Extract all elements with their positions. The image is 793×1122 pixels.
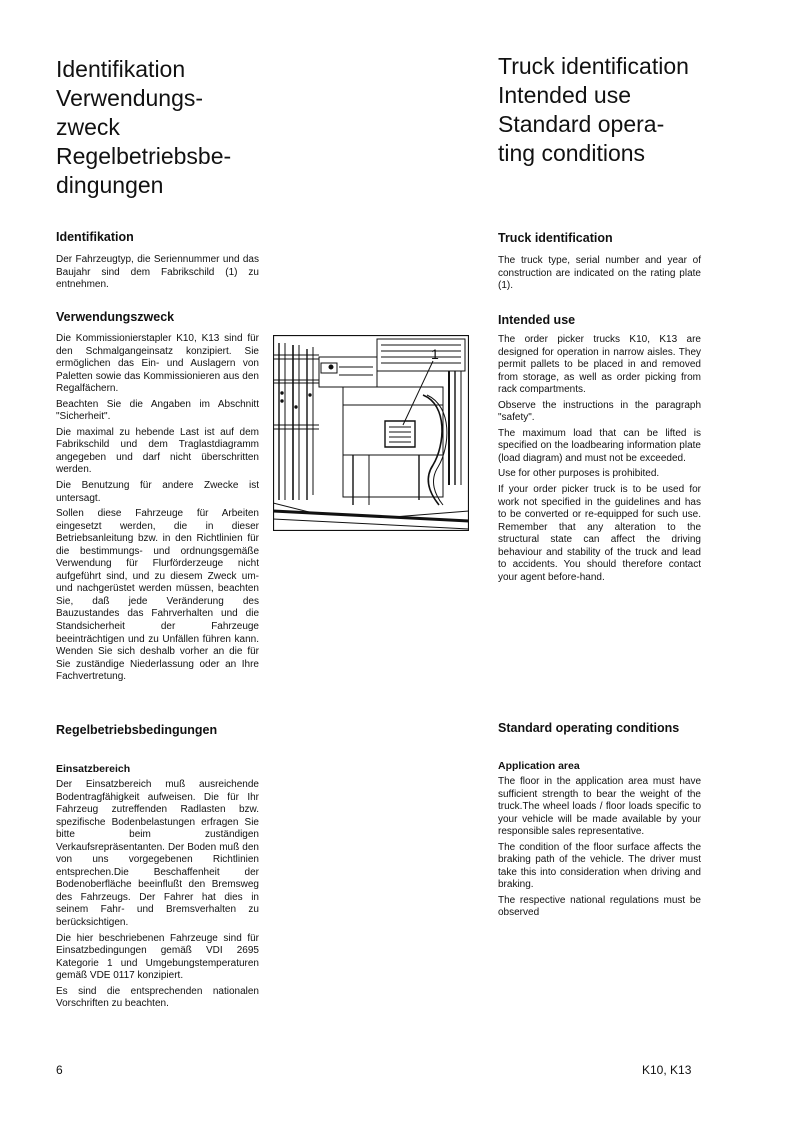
truck-rating-plate-figure xyxy=(273,335,469,531)
paragraph: The order picker trucks K10, K13 are designed for operation in narrow aisles. They permit pallets to be placed in and removed from storage, as well as order picking from rack compartments. xyxy=(498,334,701,396)
paragraph: Die hier beschriebenen Fahrzeuge sind für Einsatzbedingungen gemäß VDI 2695 Kategorie 1 und Umgebungstemperaturen gemäß VDE 0117 konzipiert. xyxy=(56,932,259,982)
paragraph: Der Fahrzeugtyp, die Seriennummer und das Baujahr sind dem Fabrikschild (1) zu entnehmen. xyxy=(56,254,259,291)
paragraph: The truck type, serial number and year of construction are indicated on the rating plate (1). xyxy=(498,255,701,292)
paragraph: Es sind die entsprechenden nationalen Vorschriften zu beachten. xyxy=(56,985,259,1010)
paragraph: Die maximal zu hebende Last ist auf dem Fabrikschild und dem Traglastdiagramm angegeben und darf nicht überschritten werden. xyxy=(56,426,259,476)
section-subheading: Einsatzbereich xyxy=(56,763,131,775)
footer-model: K10, K13 xyxy=(642,1063,692,1077)
paragraph: The condition of the floor surface affects the braking path of the vehicle. The driver must take this into consideration when driving and braking. xyxy=(498,841,701,891)
english-title-line: ting conditions xyxy=(498,140,646,166)
german-title-line: dingungen xyxy=(56,172,164,198)
section-subheading: Application area xyxy=(498,760,580,772)
paragraph: If your order picker truck is to be used for work not specified in the guidelines and has to be converted or re-equipped for such use. Remember that any alteration to the structural state can affect the driving behaviour and stability of the truck and lead to accidents. You should therefore contact your agent before-hand. xyxy=(498,484,701,583)
paragraph: The floor in the application area must have sufficient strength to bear the weight of the truck.The wheel loads / floor loads specific to your vehicle will be made available by your responsible sales representative. xyxy=(498,776,701,838)
english-title-line: Truck identification xyxy=(498,53,689,79)
section-standard-operating-conditions xyxy=(498,721,701,923)
paragraph: The respective national regulations must be observed xyxy=(498,894,701,919)
section-heading: Standard operating conditions xyxy=(498,721,680,735)
english-title xyxy=(498,52,689,168)
section-intended-use xyxy=(498,313,701,587)
section-identifikation xyxy=(56,230,259,295)
paragraph: Die Benutzung für andere Zwecke ist untersagt. xyxy=(56,480,259,504)
truck-line-drawing xyxy=(273,335,469,531)
paragraph: Observe the instructions in the paragraph "safety". xyxy=(498,399,701,424)
english-title-line: Intended use xyxy=(498,82,632,108)
paragraph: Der Einsatzbereich muß ausreichende Bodentragfähigkeit aufweisen. Die für Ihr Fahrzeug zutreffenden Radlasten bzw. spezifische Bodenbelastungen erfragen Sie bitte beim zuständigen Verkaufsrepräsentanten. Der Boden muß den von uns vorgegebenen Richtlinien entsprechen.Die Beschaffenheit der Bodenoberfläche beeinflußt den Bremsweg des Fahrzeugs. Der Fahrer hat dies in seinem Fahr- und Bremsverhalten zu berücksichtigen. xyxy=(56,779,259,929)
section-heading: Identifikation xyxy=(56,230,134,244)
paragraph: The maximum load that can be lifted is specified on the loadbearing information plate (load diagram) and must not be exceeded. xyxy=(498,427,701,464)
page-number: 6 xyxy=(56,1063,63,1077)
section-heading: Verwendungszweck xyxy=(56,310,175,324)
section-heading: Regelbetriebsbedingungen xyxy=(56,723,218,737)
paragraph: Beachten Sie die Angaben im Abschnitt "Sicherheit". xyxy=(56,398,259,423)
section-heading: Truck identification xyxy=(498,231,613,245)
callout-label-1: 1 xyxy=(431,346,439,362)
german-title-line: Verwendungs- xyxy=(56,85,204,111)
section-regelbetriebsbedingungen xyxy=(56,723,259,1014)
paragraph: Die Kommissionierstapler K10, K13 sind für den Schmalgangeinsatz konzipiert. Sie ermöglichen das Ein- und Auslagern von Paletten sowie das Kommissionieren aus den Regalfächern. xyxy=(56,333,259,395)
section-truck-identification xyxy=(498,231,701,296)
german-title-line: Identifikation xyxy=(56,56,186,82)
section-verwendungszweck xyxy=(56,310,259,687)
german-title xyxy=(56,55,231,200)
german-title-line: Regelbetriebsbe- xyxy=(56,143,232,169)
english-title-line: Standard opera- xyxy=(498,111,665,137)
section-heading: Intended use xyxy=(498,313,576,327)
paragraph: Sollen diese Fahrzeuge für Arbeiten eingesetzt werden, die in dieser Betriebsanleitung bzw. in den Richtlinien für die bestimmungs- und ordnungsgemäße Verwendung für Flurförderzeuge nicht aufgeführt sind, und zu diesem Zweck um- und nachgerüstet werden müssen, beachten Sie, daß jede Veränderung des Bauzustandes das Fahrverhalten und die Standsicherheit der Fahrzeuge beeinträchtigen und zu Unfällen führen kann. Wenden Sie sich deshalb vorher an die für Sie zuständige Niederlassung oder an Ihre Fachvertretung. xyxy=(56,508,259,683)
paragraph: Use for other purposes is prohibited. xyxy=(498,468,660,480)
german-title-line: zweck xyxy=(56,114,120,140)
